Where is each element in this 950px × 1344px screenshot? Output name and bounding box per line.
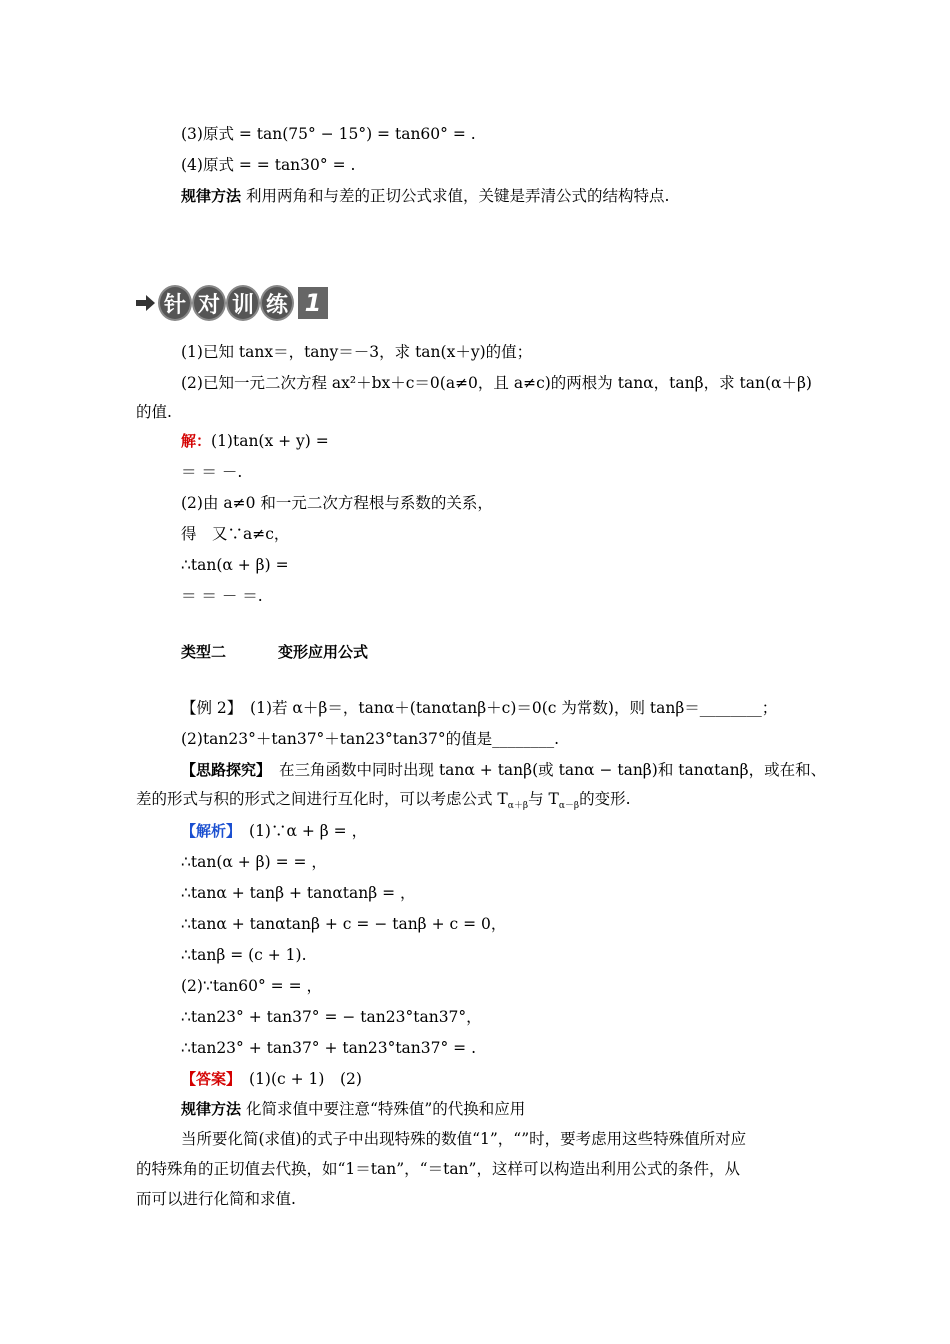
text-line: 的值. [136,403,172,421]
solution-text: (1)tan(x + y) = [211,432,329,450]
section-type-label: 类型二 [181,643,227,661]
banner-char: 训 [226,285,260,321]
answer-line [181,1069,362,1089]
rule-line [181,1099,525,1119]
text-line: ∴tan(α + β) = = ， [181,853,327,871]
text-line: ∴tanβ = (c + 1). [181,946,307,964]
text-line: (2)已知一元二次方程 ax²＋bx＋c＝0(a≠0，且 a≠c)的两根为 tanα，tanβ，求 tan(α＋β) [181,374,812,392]
banner-number: 1 [298,287,328,319]
subscript: α－β [558,801,580,812]
text-line: (4)原式 = = tan30° = . [181,156,356,174]
solution-label: 解： [181,432,212,450]
text-line: ∴tan23° + tan37° = − tan23°tan37°， [181,1008,482,1026]
text-line: ∴tan23° + tan37° + tan23°tan37° = . [181,1039,477,1057]
text-line: 而可以进行化简和求值. [136,1190,296,1208]
think-text: 在三角函数中同时出现 tanα + tanβ(或 tanα − tanβ)和 tanαtanβ，或在和、 [263,761,827,779]
think-line [181,760,826,780]
rule-method-line [181,186,669,206]
text-line: ＝ ＝ － ＝. [181,587,263,605]
banner-char: 练 [260,285,294,321]
solution-line [181,431,329,451]
text-line: (2)由 a≠0 和一元二次方程根与系数的关系， [181,494,493,512]
text-line: (2)tan23°＋tan37°＋tan23°tan37°的值是________. [181,730,560,748]
text-line: ∴tanα + tanαtanβ + c = − tanβ + c = 0， [181,915,507,933]
answer-text: (1)(c + 1) (2) [233,1070,362,1088]
answer-label: 【答案】 [181,1070,234,1088]
subscript: α＋β [507,801,529,812]
text-line: 的特殊角的正切值去代换，如“1＝tan”，“＝tan”，这样可以构造出利用公式的条件，从 [136,1160,740,1178]
section-heading [181,642,368,662]
analysis-label: 【解析】 [181,822,234,840]
think-line-2 [136,789,631,816]
example-text: (1)若 α＋β＝，tanα＋(tanαtanβ＋c)＝0(c 为常数)，则 tanβ＝________； [234,699,778,717]
rule-method-text: 利用两角和与差的正切公式求值，关键是弄清公式的结构特点. [241,187,670,205]
arrow-icon [136,294,156,312]
text-line: ∴tanα + tanβ + tanαtanβ = ， [181,884,416,902]
text-line: (1)已知 tanx＝，tany＝－3，求 tan(x＋y)的值； [181,343,533,361]
text-line: 得 又∵a≠c， [181,525,290,543]
rule-label: 规律方法 [181,1100,242,1118]
rule-method-label: 规律方法 [181,187,242,205]
think-text: 与 T [528,790,559,808]
text-line: ∴tan(α + β) = [181,556,289,574]
example-line [181,698,777,718]
text-line: (3)原式 = tan(75° − 15°) = tan60° = . [181,125,476,143]
think-text: 差的形式与积的形式之间进行互化时，可以考虑公式 T [136,790,508,808]
analysis-line [181,821,367,841]
text-line: ＝ ＝ －. [181,463,243,481]
think-text: 的变形. [579,790,631,808]
section-title: 变形应用公式 [278,643,369,661]
text-line: 当所要化简(求值)的式子中出现特殊的数值“1”，“”时，要考虑用这些特殊值所对应 [181,1130,747,1148]
banner-char: 对 [192,285,226,321]
think-label: 【思路探究】 [181,761,264,779]
banner-char: 针 [158,285,192,321]
text-line: (2)∵tan60° = = ， [181,977,322,995]
example-label: 【例 2】 [181,699,235,717]
analysis-text: (1)∵α + β = ， [233,822,368,840]
practice-banner [136,284,328,322]
rule-text: 化简求值中要注意“特殊值”的代换和应用 [241,1100,526,1118]
